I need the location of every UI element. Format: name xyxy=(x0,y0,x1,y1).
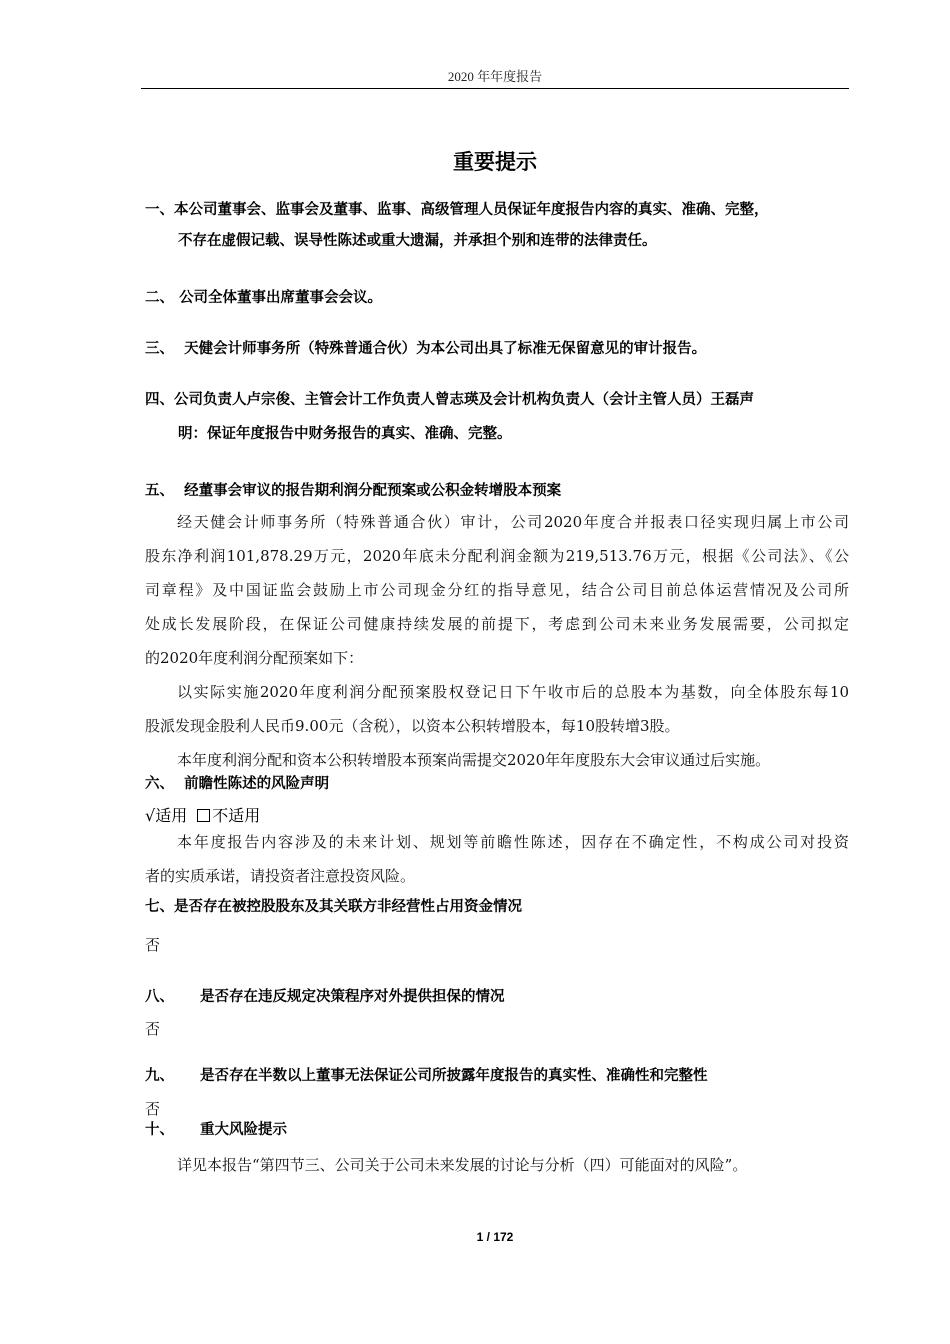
header-rule xyxy=(141,88,849,89)
item-5-p1-line: 处成长发展阶段，在保证公司健康持续发展的前提下，考虑到公司未来业务发展需要，公司拟定 xyxy=(145,615,849,633)
item-4 xyxy=(145,383,754,417)
item-9-heading xyxy=(145,1059,708,1093)
item-9-title: 是否存在半数以上董事无法保证公司所披露年度报告的真实性、准确性和完整性 xyxy=(200,1068,708,1084)
page-title: 重要提示 xyxy=(453,150,537,174)
item-8-answer: 否 xyxy=(145,1020,161,1038)
item-8-title: 是否存在违反规定决策程序对外提供担保的情况 xyxy=(200,989,505,1005)
item-9-number: 九、 xyxy=(145,1068,174,1084)
item-6-number: 六、 xyxy=(145,776,174,792)
item-3-text: 天健会计师事务所（特殊普通合伙）为本公司出具了标准无保留意见的审计报告。 xyxy=(184,341,707,357)
item-7-answer: 否 xyxy=(145,936,161,954)
item-6-p-line: 者的实质承诺，请投资者注意投资风险。 xyxy=(145,867,416,885)
item-7-heading xyxy=(145,890,522,924)
item-2 xyxy=(145,281,382,315)
item-9-answer: 否 xyxy=(145,1100,161,1118)
item-5-p2-line: 以实际实施2020年度利润分配预案股权登记日下午收市后的总股本为基数，向全体股东每10 xyxy=(177,683,849,701)
item-6-p-line: 本年度报告内容涉及的未来计划、规划等前瞻性陈述，因存在不确定性，不构成公司对投资 xyxy=(177,833,849,851)
item-5-p3: 本年度利润分配和资本公积转增股本预案尚需提交2020年年度股东大会审议通过后实施。 xyxy=(177,751,771,769)
running-header: 2020 年年度报告 xyxy=(447,69,543,84)
item-6-paragraph xyxy=(145,825,849,893)
item-5-p1-line: 司章程》及中国证监会鼓励上市公司现金分红的指导意见，结合公司目前总体运营情况及公司所 xyxy=(145,581,849,599)
item-5-paragraph-1 xyxy=(145,505,849,777)
item-5-p1-line: 股东净利润101,878.29万元，2020年底未分配利润金额为219,513.76万元，根据《公司法》、《公 xyxy=(145,547,849,565)
item-5-p1-line: 经天健会计师事务所（特殊普通合伙）审计，公司2020年度合并报表口径实现归属上市公司 xyxy=(177,513,849,531)
item-1-number: 一、 xyxy=(145,202,174,218)
item-5-p2-line: 股派发现金股利人民币9.00元（含税），以资本公积转增股本，每10股转增3股。 xyxy=(145,717,680,735)
item-5-p1-line: 的2020年度利润分配预案如下： xyxy=(145,649,364,667)
item-1 xyxy=(145,193,769,227)
item-3-number: 三、 xyxy=(145,341,174,357)
item-3 xyxy=(145,332,706,366)
item-5-heading xyxy=(145,474,561,508)
item-8-heading xyxy=(145,980,505,1014)
item-10-number: 十、 xyxy=(145,1122,174,1138)
item-10-text: 详见本报告“第四节三、公司关于公司未来发展的讨论与分析（四）可能面对的风险”。 xyxy=(177,1156,748,1174)
item-5-title: 经董事会审议的报告期利润分配预案或公积金转增股本预案 xyxy=(184,483,562,499)
item-2-number: 二、 xyxy=(145,290,174,306)
item-6-title: 前瞻性陈述的风险声明 xyxy=(184,776,330,792)
item-1-line-2: 不存在虚假记载、误导性陈述或重大遗漏，并承担个别和连带的法律责任。 xyxy=(178,233,657,249)
item-2-text: 公司全体董事出席董事会会议。 xyxy=(179,290,383,306)
item-10-heading xyxy=(145,1113,287,1147)
item-4-line-1: 公司负责人卢宗俊、主管会计工作负责人曾志瑛及会计机构负责人（会计主管人员）王磊声 xyxy=(174,392,754,408)
item-1-line-1: 本公司董事会、监事会及董事、监事、高级管理人员保证年度报告内容的真实、准确、完整， xyxy=(174,202,769,218)
item-10-title: 重大风险提示 xyxy=(200,1122,287,1138)
item-7-number: 七、 xyxy=(145,899,174,915)
checkbox-empty-icon xyxy=(197,809,210,822)
not-applicable-option: 不适用 xyxy=(212,806,261,825)
applicable-option: √适用 xyxy=(145,806,188,825)
page-number: 1 / 172 xyxy=(476,1230,514,1244)
item-5-number: 五、 xyxy=(145,483,174,499)
item-8-number: 八、 xyxy=(145,989,174,1005)
item-6-heading xyxy=(145,767,329,801)
item-7-title: 是否存在被控股股东及其关联方非经营性占用资金情况 xyxy=(174,899,522,915)
item-4-line-2: 明：保证年度报告中财务报告的真实、准确、完整。 xyxy=(178,426,512,442)
item-4-number: 四、 xyxy=(145,392,174,408)
applicability-options xyxy=(145,803,260,826)
